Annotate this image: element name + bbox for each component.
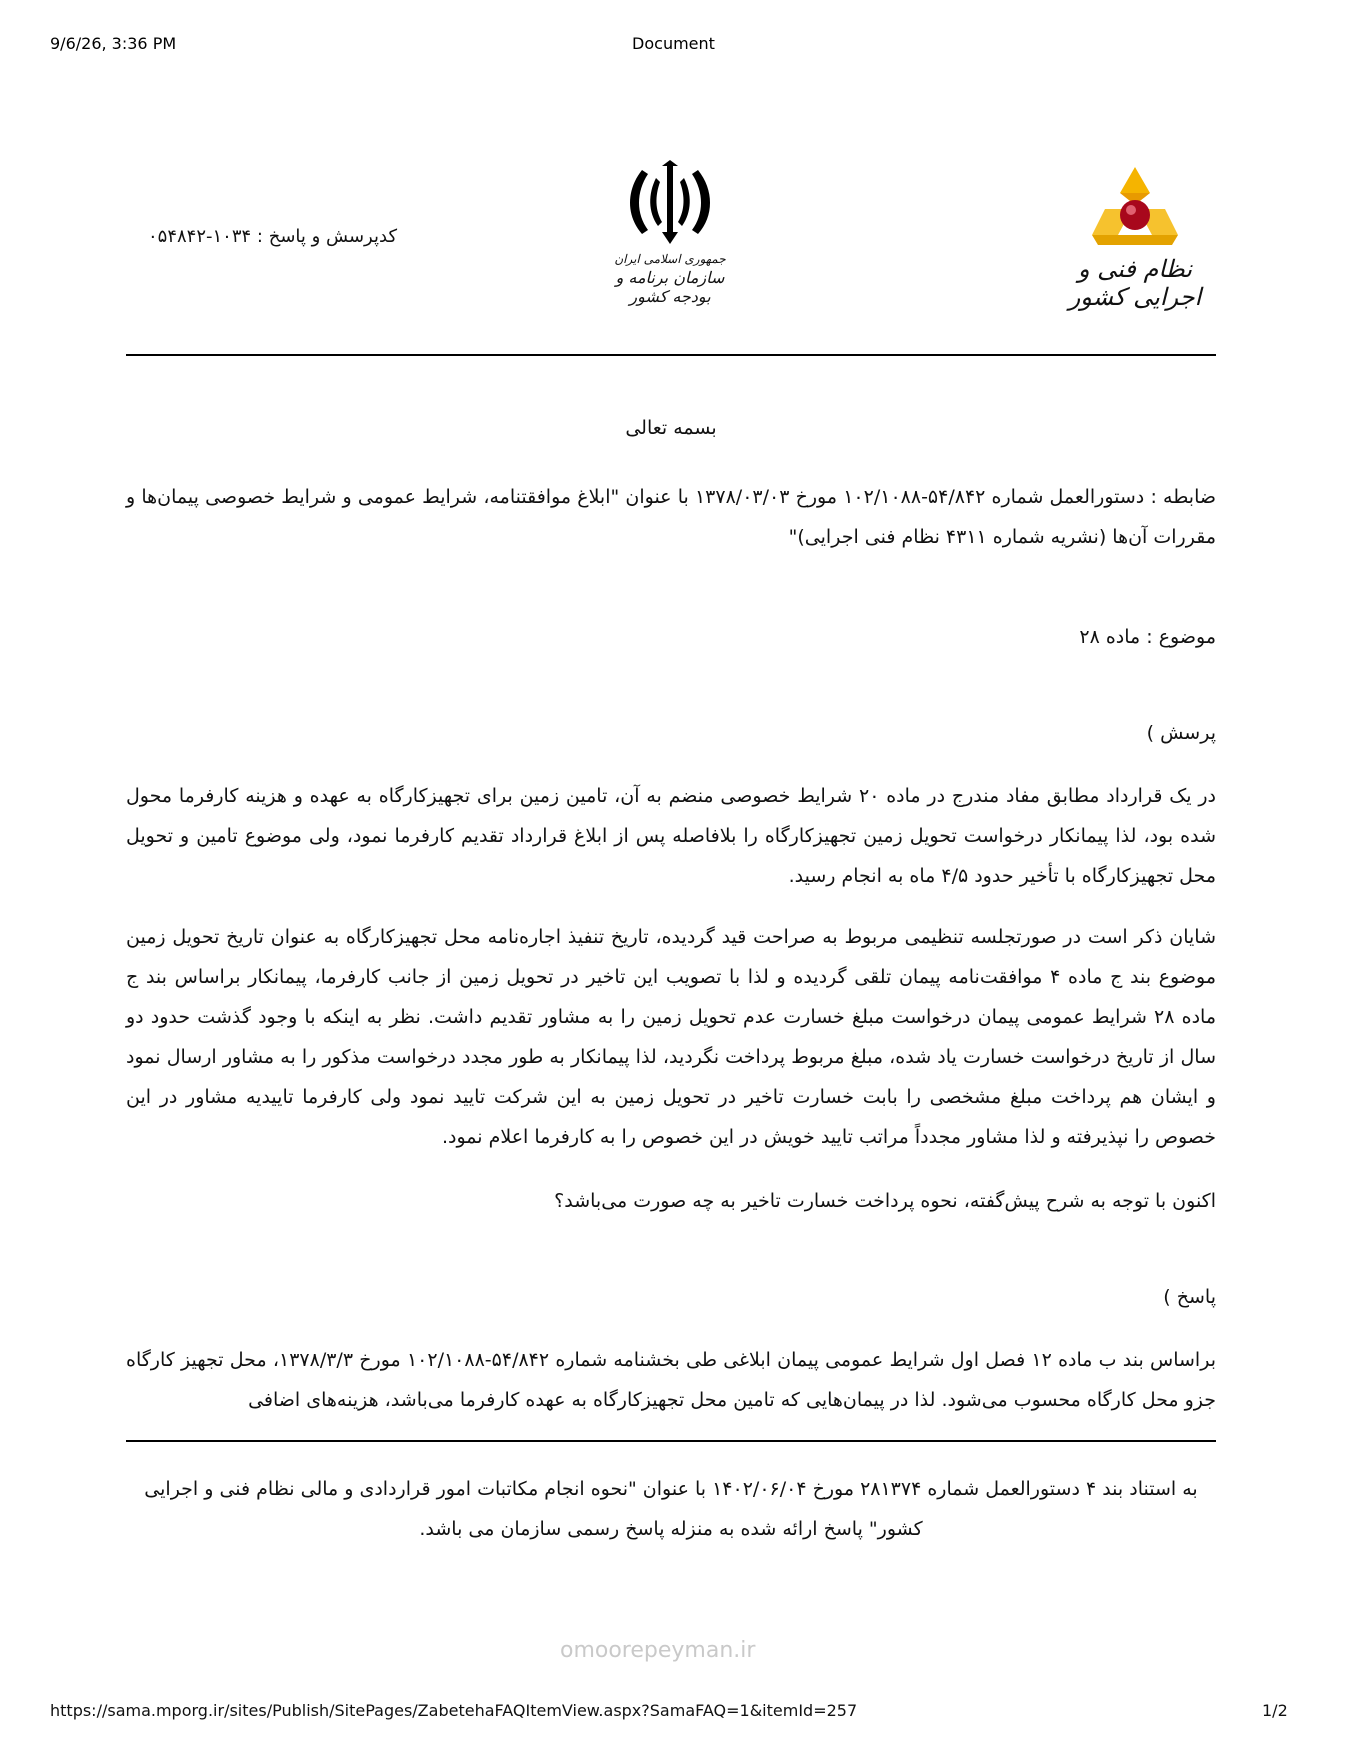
print-header [0,34,1347,58]
brand-name: نظام فنی و اجرایی کشور [1068,255,1202,311]
subject-line: موضوع : ماده ۲۸ [1079,626,1216,648]
answer-paragraph-1: براساس بند ب ماده ۱۲ فصل اول شرایط عمومی پیمان ابلاغی طی بخشنامه شماره ۵۴/۸۴۲-۱۰۲/۱۰۸۸ مورخ ۱۳۷۸/۳/۳، محل تجهیز کارگاه جزو محل کارگاه محسوب می‌شود. لذا در پیمان‌هایی که تامین محل تجهیزکارگاه به عهده کارفرما می‌باشد، هزینه‌های اضافی [126,1349,1216,1411]
question-paragraph-2: شایان ذکر است در صورتجلسه تنظیمی مربوط به صراحت قید گردیده، تاریخ تنفیذ اجاره‌نامه محل تجهیزکارگاه به عنوان تاریخ تحویل زمین موضوع بند ج ماده ۴ موافقت‌نامه پیمان تلقی گردیده و لذا با تصویب این تاخیر در تحویل زمین از جانب کارفرما، پیمانکار براساس بند ج ماده ۲۸ شرایط عمومی پیمان درخواست مبلغ خسارت عدم تحویل زمین را به مشاور تقدیم داشت. نظر به اینکه با وجود گذشت حدود دو سال از تاریخ درخواست خسارت یاد شده، مبلغ مربوط پرداخت نگردید، لذا پیمانکار به طور مجدد درخواست مذکور را به مشاور ارسال نمود و ایشان هم پرداخت مبلغ مشخصی را بابت خسارت تاخیر در تحویل زمین به این شرکت تایید نمود ولی کارفرما تاییدیه مشاور در این خصوص را نپذیرفته و لذا مشاور مجدداً مراتب تایید خویش در این خصوص را به کارفرما اعلام نمود. [126,926,1217,1148]
question-paragraph-1: در یک قرارداد مطابق مفاد مندرج در ماده ۲۰ شرایط خصوصی منضم به آن، تامین زمین برای تجهیزکارگاه به عهده و هزینه کارفرما محول شده بود، لذا پیمانکار درخواست تحویل زمین تجهیزکارگاه را بلافاصله پس از ابلاغ قرارداد تقدیم کارفرما نمود، ولی موضوع تامین و تحویل محل تجهیزکارگاه با تأخیر حدود ۴/۵ ماه به انجام رسید. [126,785,1216,887]
regulation-reference: ضابطه : دستورالعمل شماره ۵۴/۸۴۲-۱۰۲/۱۰۸۸ مورخ ۱۳۷۸/۰۳/۰۳ با عنوان "ابلاغ موافقتنامه، شرایط عمومی و شرایط خصوصی پیمان‌ها و مقررات آن‌ها (نشریه شماره ۴۳۱۱ نظام فنی اجرایی)" [126,486,1217,548]
government-emblem [600,160,740,310]
print-page-number: 1/2 [1262,1701,1288,1720]
footer-divider [126,1440,1216,1442]
pyramid-logo-icon [1080,165,1190,247]
question-paragraph-3: اکنون با توجه به شرح پیش‌گفته، نحوه پرداخت خسارت تاخیر به چه صورت می‌باشد؟ [554,1190,1216,1212]
header-divider [126,354,1216,356]
print-url[interactable]: https://sama.mporg.ir/sites/Publish/SitePages/ZabetehaFAQItemView.aspx?SamaFAQ=1&itemId=257 [50,1701,858,1720]
emblem-caption-country: جمهوری اسلامی ایران [614,252,726,266]
print-title: Document [632,34,715,53]
answer-heading: پاسخ ) [1163,1286,1216,1308]
iran-emblem-icon [622,160,718,246]
question-heading: پرسش ) [1146,722,1216,744]
question-code: کدپرسش و پاسخ : ۱۰۳۴-۰۵۴۸۴۲ [148,226,398,247]
bismillah: بسمه تعالی [625,417,717,439]
official-response-note: به استناد بند ۴ دستورالعمل شماره ۲۸۱۳۷۴ مورخ ۱۴۰۲/۰۶/۰۴ با عنوان "نحوه انجام مکاتبات امور قراردادی و مالی نظام فنی و اجرایی کشور" پاسخ ارائه شده به منزله پاسخ رسمی سازمان می باشد. [144,1478,1198,1540]
emblem-caption-org: سازمان برنامه و بودجه کشور [615,268,725,306]
watermark-text: omoorepeyman.ir [560,1638,756,1663]
print-datetime: 9/6/26, 3:36 PM [50,34,177,53]
brand-logo [1050,165,1220,311]
